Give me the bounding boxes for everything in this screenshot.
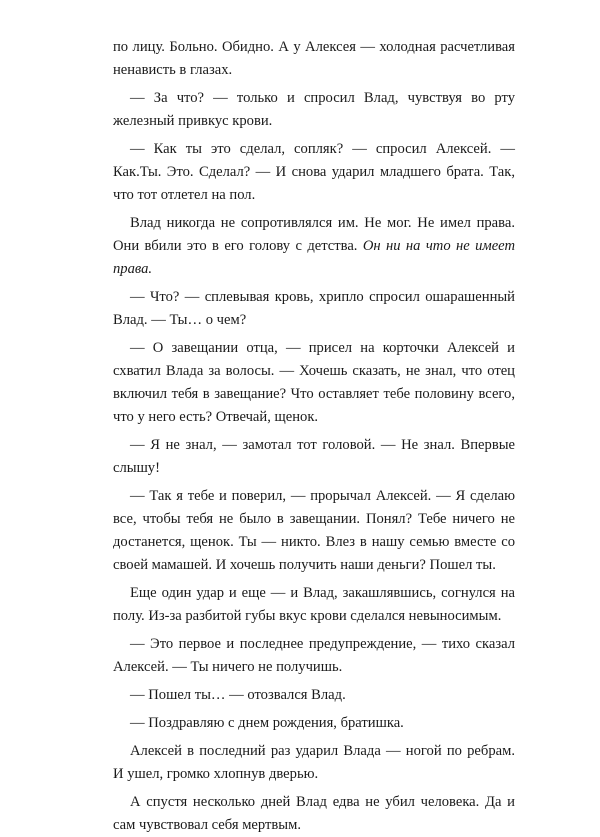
paragraph-text: — Я не знал, — замотал тот головой. — Не знал. Впервые слышу! bbox=[113, 437, 515, 476]
paragraph bbox=[113, 212, 515, 281]
paragraph bbox=[113, 434, 515, 480]
paragraph-text: по лицу. Больно. Обидно. А у Алексея — холодная расчетливая ненависть в глазах. bbox=[113, 39, 515, 78]
paragraph-text: — О завещании отца, — присел на корточки Алексей и схватил Влада за волосы. — Хочешь сказать, не знал, что отец включил тебя в завещание? Что оставляет тебе половину всего, что у него есть? Отвечай, щенок. bbox=[113, 340, 515, 425]
paragraph-text: Влад никогда не сопротивлялся им. Не мог. Не имел права. Они вбили это в его голову с детства. bbox=[113, 215, 515, 254]
paragraph-text: А спустя несколько дней Влад едва не убил человека. Да и сам чувствовал себя мертвым. bbox=[113, 794, 515, 833]
paragraph-text: — Что? — сплевывая кровь, хрипло спросил ошарашенный Влад. — Ты… о чем? bbox=[113, 289, 515, 328]
paragraph bbox=[113, 740, 515, 786]
paragraph-text: — Как ты это сделал, сопляк? — спросил Алексей. — Как.Ты. Это. Сделал? — И снова ударил младшего брата. Так, что тот отлетел на пол. bbox=[113, 141, 515, 203]
paragraph-text: — Это первое и последнее предупреждение, — тихо сказал Алексей. — Ты ничего не получишь. bbox=[113, 636, 515, 675]
paragraph-italic-text: Он ни на что не имеет права. bbox=[113, 238, 516, 277]
paragraph bbox=[113, 138, 515, 207]
paragraph bbox=[113, 791, 515, 837]
paragraph bbox=[113, 712, 515, 735]
paragraph-text: — Так я тебе и поверил, — прорычал Алексей. — Я сделаю все, чтобы тебя не было в завещании. Понял? Тебе ничего не достанется, щенок. Ты — никто. Влез в нашу семью вместе со своей мамашей. И хочешь получить наши деньги? Пошел ты. bbox=[113, 488, 515, 573]
paragraph-text: — Поздравляю с днем рождения, братишка. bbox=[130, 715, 404, 731]
paragraph-continuation bbox=[113, 36, 515, 82]
paragraph bbox=[113, 87, 515, 133]
paragraph bbox=[113, 582, 515, 628]
paragraph bbox=[113, 684, 515, 707]
paragraph bbox=[113, 633, 515, 679]
book-page bbox=[113, 36, 515, 837]
paragraph bbox=[113, 337, 515, 429]
paragraph-text: — За что? — только и спросил Влад, чувствуя во рту железный привкус крови. bbox=[113, 90, 515, 129]
paragraph-text: — Пошел ты… — отозвался Влад. bbox=[130, 687, 346, 703]
paragraph bbox=[113, 485, 515, 577]
paragraph bbox=[113, 286, 515, 332]
paragraph-text: Еще один удар и еще — и Влад, закашлявшись, согнулся на полу. Из-за разбитой губы вкус крови сделался невыносимым. bbox=[113, 585, 515, 624]
paragraph-text: Алексей в последний раз ударил Влада — ногой по ребрам. И ушел, громко хлопнув дверью. bbox=[113, 743, 515, 782]
